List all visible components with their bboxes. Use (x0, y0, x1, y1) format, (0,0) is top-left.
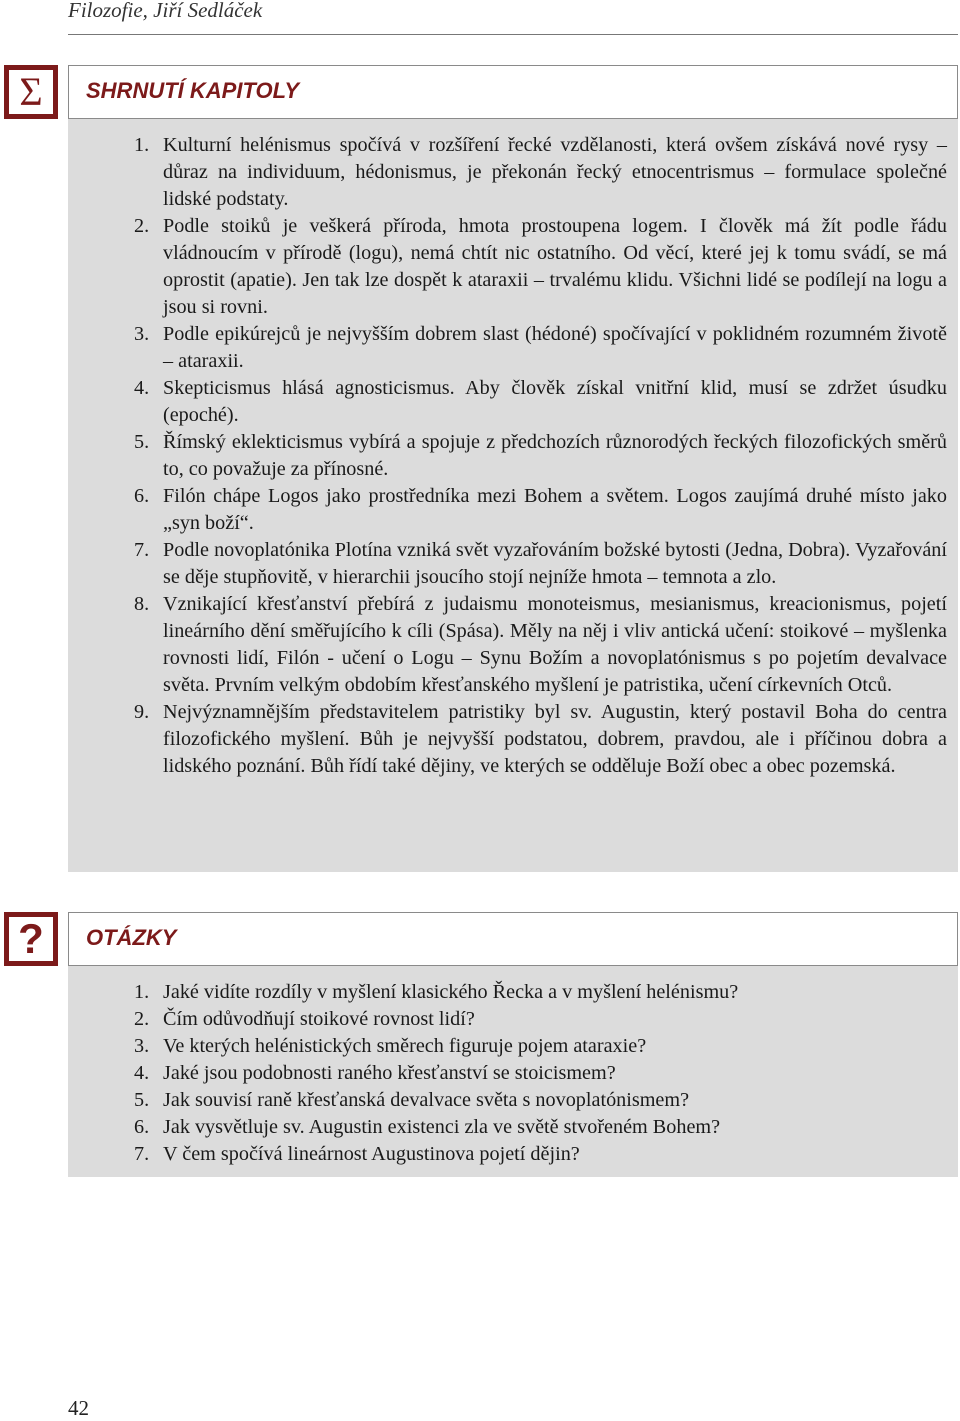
item-number: 1. (134, 134, 150, 156)
summary-item (68, 483, 958, 537)
item-number: 6. (134, 1116, 150, 1138)
item-text: Podle stoiků je veškerá příroda, hmota prostoupena logem. I člověk má žít podle řádu vládnoucím v přírodě (logu), nemá chtít nic ostatního. Od věcí, které jej k tomu svádí, se má oprostit (apatie). Jen tak lze dospět k ataraxii – trvalému klidu. Všichni lidé se podílejí na logu a jsou si rovni. (163, 215, 947, 318)
question-item (68, 979, 958, 1006)
item-number: 8. (134, 593, 150, 615)
running-header: Filozofie, Jiří Sedláček (68, 0, 263, 22)
item-text: Kulturní helénismus spočívá v rozšíření řecké vzdělanosti, která ovšem získává nové rysy – důraz na individuum, hédonismus, je překonán řecký etnocentrismus – formulace společné lidské podstaty. (163, 134, 947, 210)
questions-heading: OTÁZKY (86, 925, 177, 950)
item-number: 5. (134, 431, 150, 453)
item-number: 2. (134, 215, 150, 237)
questions-list (68, 979, 958, 1168)
questions-panel (68, 966, 958, 1177)
summary-item (68, 699, 958, 780)
item-number: 2. (134, 1008, 150, 1030)
summary-item (68, 429, 958, 483)
item-number: 1. (134, 981, 150, 1003)
summary-item (68, 321, 958, 375)
summary-list (68, 132, 958, 780)
item-number: 3. (134, 1035, 150, 1057)
summary-item (68, 132, 958, 213)
item-text: Ve kterých helénistických směrech figuruje pojem ataraxie? (163, 1035, 647, 1057)
header-divider (68, 34, 958, 35)
summary-item (68, 537, 958, 591)
item-number: 9. (134, 701, 150, 723)
summary-heading-box (68, 65, 958, 119)
questions-heading-box (68, 912, 958, 966)
summary-panel (68, 119, 958, 872)
page-number: 42 (68, 1396, 89, 1420)
question-mark-icon: ? (4, 912, 58, 966)
item-number: 4. (134, 377, 150, 399)
question-item (68, 1006, 958, 1033)
item-number: 5. (134, 1089, 150, 1111)
summary-item (68, 213, 958, 321)
question-item (68, 1033, 958, 1060)
summary-heading: SHRNUTÍ KAPITOLY (86, 78, 300, 103)
summary-item (68, 591, 958, 699)
item-number: 7. (134, 1143, 150, 1165)
item-number: 4. (134, 1062, 150, 1084)
item-text: Čím odůvodňují stoikové rovnost lidí? (163, 1008, 475, 1030)
item-text: Jaké jsou podobnosti raného křesťanství se stoicismem? (163, 1062, 616, 1084)
question-item (68, 1114, 958, 1141)
item-text: Jak souvisí raně křesťanská devalvace světa s novoplatónismem? (163, 1089, 690, 1111)
item-text: Skepticismus hlásá agnosticismus. Aby člověk získal vnitřní klid, musí se zdržet úsudku (epoché). (163, 377, 947, 426)
item-text: V čem spočívá lineárnost Augustinova pojetí dějin? (163, 1143, 580, 1165)
sigma-icon: Σ (4, 65, 58, 119)
summary-item (68, 375, 958, 429)
item-number: 3. (134, 323, 150, 345)
item-text: Podle epikúrejců je nejvyšším dobrem slast (hédoné) spočívající v poklidném rozumném životě – ataraxii. (163, 323, 947, 372)
item-text: Jaké vidíte rozdíly v myšlení klasického Řecka a v myšlení helénismu? (163, 981, 739, 1003)
item-number: 7. (134, 539, 150, 561)
item-text: Jak vysvětluje sv. Augustin existenci zla ve světě stvořeném Bohem? (163, 1116, 721, 1138)
item-text: Podle novoplatónika Plotína vzniká svět vyzařováním božské bytosti (Jedna, Dobra). Vyzařování se děje stupňovitě, v hierarchii jsoucího stojí nejníže hmota – temnota a zlo. (163, 539, 947, 588)
question-item (68, 1060, 958, 1087)
item-number: 6. (134, 485, 150, 507)
item-text: Římský eklekticismus vybírá a spojuje z předchozích různorodých řeckých filozofických směrů to, co považuje za přínosné. (163, 431, 947, 480)
item-text: Vznikající křesťanství přebírá z judaismu monoteismus, mesianismus, kreacionismus, pojetí lineárního dění směřujícího k cíli (Spása). Měly na něj i vliv antická učení: stoikové – myšlenka rovnosti lidí, Filón - učení o Logu – Synu Božím a novoplatónismus s po pojetím devalvace světa. Prvním velkým obdobím křesťanského myšlení je patristika, učení církevních Otců. (163, 593, 947, 696)
item-text: Filón chápe Logos jako prostředníka mezi Bohem a světem. Logos zaujímá druhé místo jako „syn boží“. (163, 485, 947, 534)
question-item (68, 1087, 958, 1114)
question-item (68, 1141, 958, 1168)
item-text: Nejvýznamnějším představitelem patristiky byl sv. Augustin, který postavil Boha do centra filozofického myšlení. Bůh je nejvyšší podstatou, dobrem, pravdou, ale i příčinou dobra a lidského poznání. Bůh řídí také dějiny, ve kterých se odděluje Boží obec a obec pozemská. (163, 701, 947, 777)
